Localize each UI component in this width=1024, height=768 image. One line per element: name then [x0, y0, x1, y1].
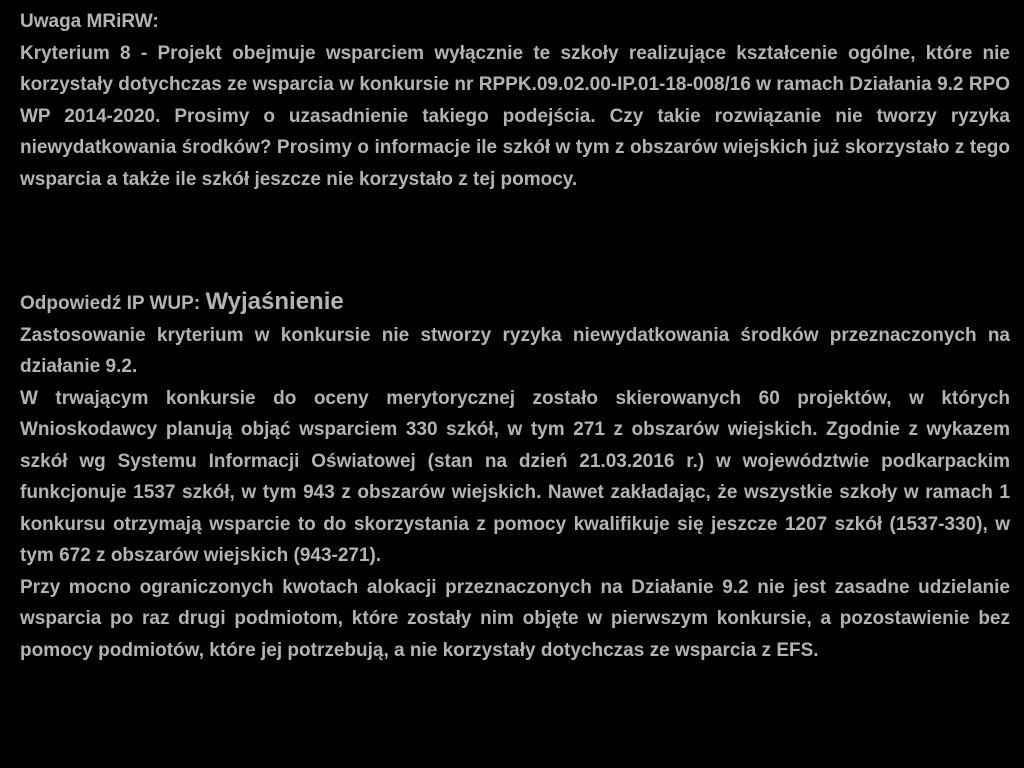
- comment-section: [20, 6, 1010, 195]
- answer-section: [20, 286, 1010, 666]
- answer-paragraph-2: W trwającym konkursie do oceny merytorycznej zostało skierowanych 60 projektów, w których Wnioskodawcy planują objąć wsparciem 330 szkół, w tym 271 z obszarów wiejskich. Zgodnie z wykazem szkół wg Systemu Informacji Oświatowej (stan na dzień 21.03.2016 r.) w województwie podkarpackim funkcjonuje 1537 szkół, w tym 943 z obszarów wiejskich. Nawet zakładając, że wszystkie szkoły w ramach 1 konkursu otrzymają wsparcie to do skorzystania z pomocy kwalifikuje się jeszcze 1207 szkół (1537-330), w tym 672 z obszarów wiejskich (943-271).: [20, 387, 1010, 566]
- answer-label: Odpowiedź IP WUP:: [20, 293, 206, 314]
- answer-paragraph-3: Przy mocno ograniczonych kwotach alokacji przeznaczonych na Działanie 9.2 nie jest zasadne udzielanie wsparcia po raz drugi podmiotom, które zostały nim objęte w pierwszym konkursie, a pozostawienie bez pomocy podmiotów, które jej potrzebują, a nie korzystały dotychczas ze wsparcia z EFS.: [20, 576, 1010, 661]
- comment-text: Kryterium 8 - Projekt obejmuje wsparciem wyłącznie te szkoły realizujące kształcenie ogólne, które nie korzystały dotychczas ze wsparcia w konkursie nr RPPK.09.02.00-IP.01-18-008/16 w ramach Działania 9.2 RPO WP 2014-2020. Prosimy o uzasadnienie takiego podejścia. Czy takie rozwiązanie nie tworzy ryzyka niewydatkowania środków? Prosimy o informacje ile szkół w tym z obszarów wiejskich już skorzystało z tego wsparcia a także ile szkół jeszcze nie korzystało z tej pomocy.: [20, 42, 1010, 190]
- answer-heading: [20, 286, 1010, 320]
- answer-title: Wyjaśnienie: [205, 288, 344, 315]
- comment-label: Uwaga MRiRW:: [20, 11, 159, 32]
- answer-paragraph-1: Zastosowanie kryterium w konkursie nie stworzy ryzyka niewydatkowania środków przeznaczonych na działanie 9.2.: [20, 324, 1010, 377]
